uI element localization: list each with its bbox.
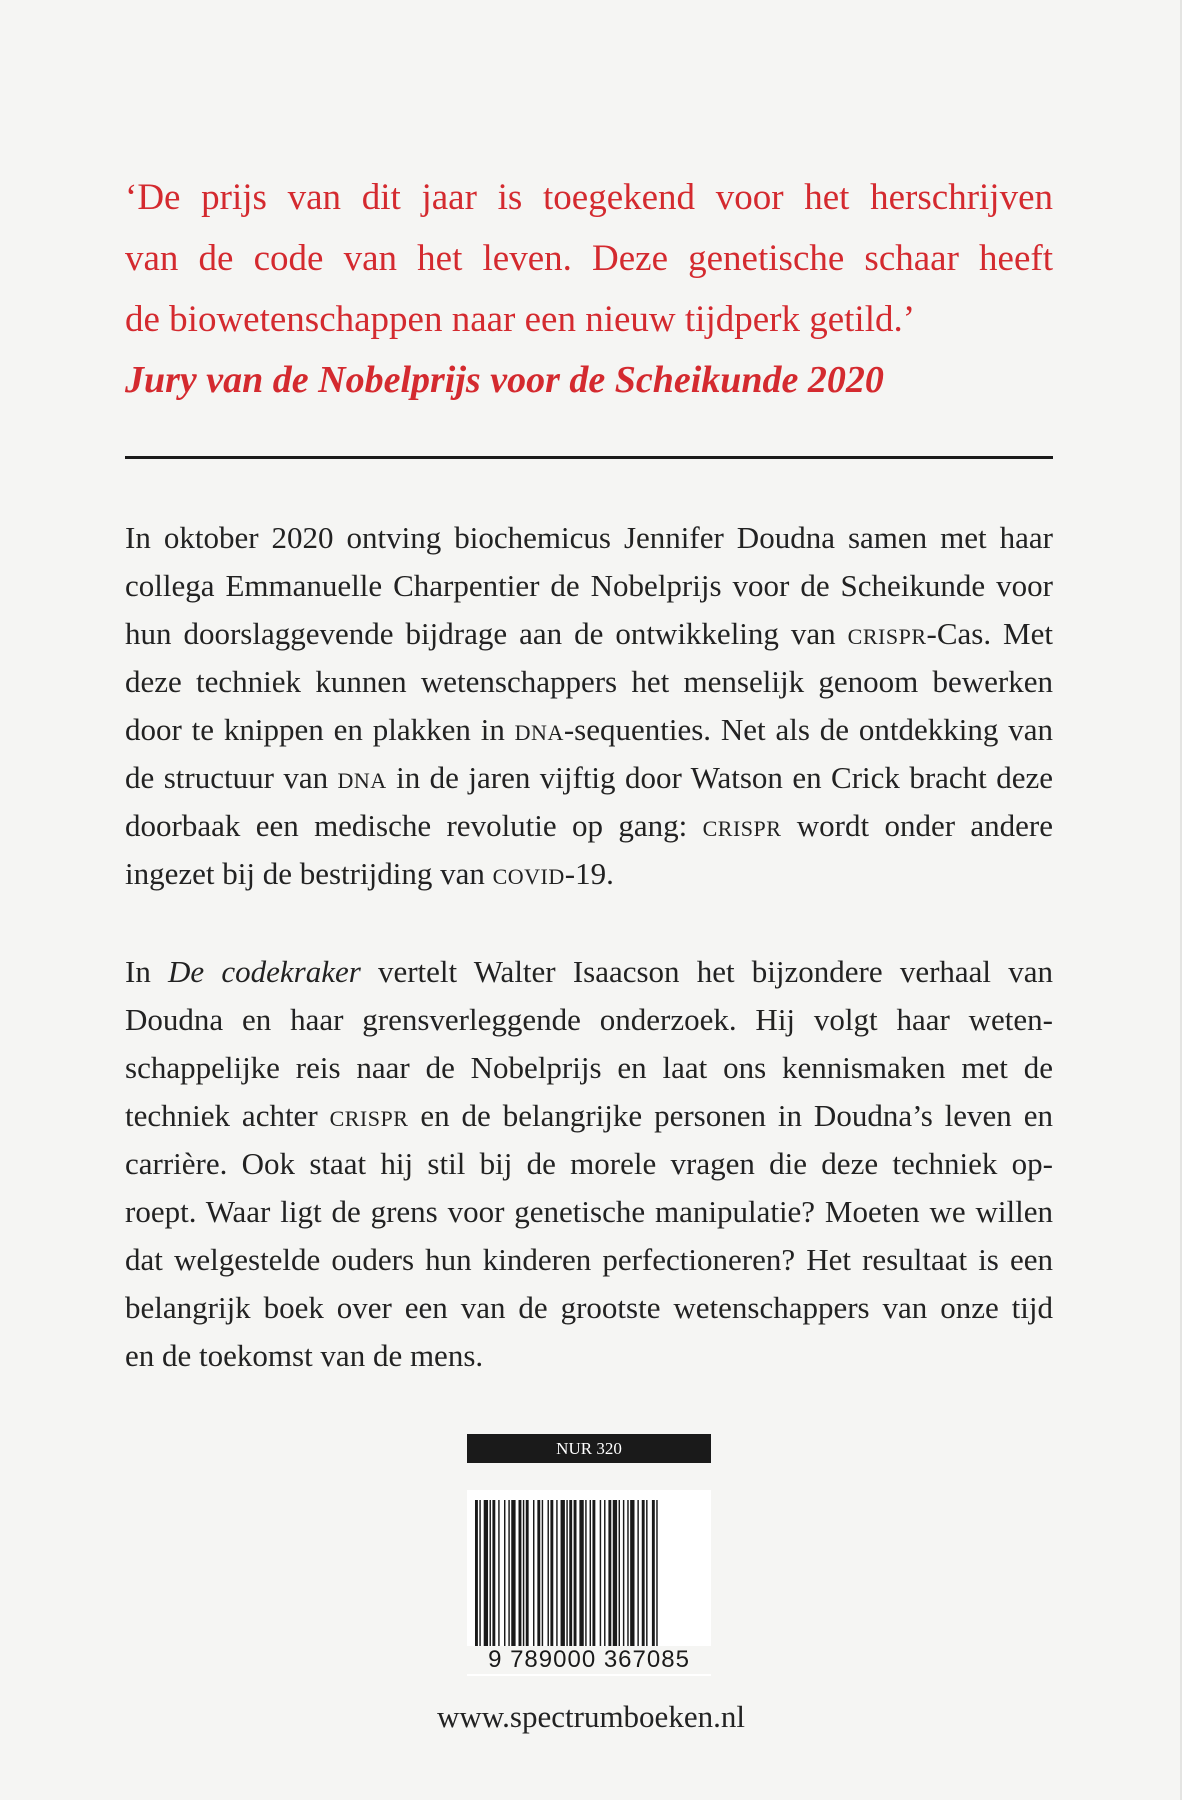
abbreviation-dna: dna bbox=[337, 760, 387, 795]
text-line: schappelijke reis naar de Nobelprijs en laat ons kennismaken met de bbox=[125, 1050, 1053, 1085]
barcode-bar bbox=[475, 1500, 478, 1650]
quote-line: de biowetenschappen naar een nieuw tijdperk getild.’ bbox=[125, 299, 916, 340]
text-line bbox=[125, 1092, 1053, 1140]
abbreviation-covid: covid bbox=[492, 856, 565, 891]
barcode-bar bbox=[492, 1500, 495, 1650]
barcode-bar bbox=[533, 1500, 534, 1650]
text-line bbox=[125, 754, 1053, 802]
abbreviation-dna: dna bbox=[514, 712, 564, 747]
text-run: -sequenties. Net als de ontdekking van bbox=[563, 712, 1053, 747]
text-run: -Cas. Met bbox=[926, 616, 1053, 651]
text-line: deze techniek kunnen wetenschappers het menselijk genoom bewerken bbox=[125, 664, 1053, 699]
barcode-bar bbox=[619, 1500, 620, 1650]
barcode-bar bbox=[561, 1500, 565, 1650]
barcode-bar bbox=[484, 1500, 488, 1650]
text-run: -19. bbox=[564, 856, 614, 891]
barcode-bar bbox=[656, 1500, 657, 1650]
text-run: doorbaak een medische revolutie op gang: bbox=[125, 808, 703, 843]
barcode-bar bbox=[652, 1500, 655, 1650]
barcode-bar bbox=[592, 1500, 595, 1650]
barcode-bar bbox=[511, 1500, 515, 1650]
barcode-bar bbox=[550, 1500, 553, 1650]
barcode-bar bbox=[646, 1500, 647, 1650]
nobel-quote bbox=[125, 167, 1053, 350]
barcode-bar bbox=[508, 1500, 509, 1650]
barcode-bar bbox=[537, 1500, 540, 1650]
barcode-bar bbox=[590, 1500, 591, 1650]
text-line: Doudna en haar grensverleggende onderzoek. Hij volgt haar weten- bbox=[125, 1002, 1053, 1037]
barcode-bar bbox=[637, 1500, 638, 1650]
text-line: carrière. Ook staat hij stil bij de morele vragen die deze techniek op- bbox=[125, 1146, 1053, 1181]
text-run: wordt onder andere bbox=[781, 808, 1054, 843]
isbn-number: 9 789000 367085 bbox=[467, 1646, 711, 1674]
barcode-bar bbox=[556, 1500, 557, 1650]
text-line: In oktober 2020 ontving biochemicus Jennifer Doudna samen met haar bbox=[125, 520, 1053, 555]
barcode-bar bbox=[642, 1500, 645, 1650]
barcode-bar bbox=[623, 1500, 624, 1650]
publisher-website: www.spectrumboeken.nl bbox=[437, 1699, 745, 1734]
text-line: dat welgestelde ouders hun kinderen perfectioneren? Het resultaat is een bbox=[125, 1242, 1053, 1277]
quote-attribution: Jury van de Nobelprijs voor de Scheikunde 2020 bbox=[125, 359, 884, 401]
text-line bbox=[125, 706, 1053, 754]
barcode-bar bbox=[574, 1500, 577, 1650]
barcode-bar bbox=[585, 1500, 586, 1650]
book-title: De codekraker bbox=[168, 954, 361, 989]
barcode-bar bbox=[498, 1500, 499, 1650]
barcode-bar bbox=[542, 1500, 543, 1650]
barcode-bar bbox=[519, 1500, 522, 1650]
barcode-bar bbox=[566, 1500, 567, 1650]
barcode-bar bbox=[613, 1500, 617, 1650]
text-run: hun doorslaggevende bijdrage aan de ontwikkeling van bbox=[125, 616, 848, 651]
barcode-bar bbox=[523, 1500, 524, 1650]
text-run: vertelt Walter Isaacson het bijzondere verhaal van bbox=[360, 954, 1053, 989]
text-line: belangrijk boek over een van de grootste wetenschappers van onze tijd bbox=[125, 1290, 1053, 1325]
text-run: ingezet bij de bestrijding van bbox=[125, 856, 493, 891]
barcode-bar bbox=[504, 1500, 505, 1650]
description-paragraph-1 bbox=[125, 514, 1053, 898]
text-line: en de toekomst van de mens. bbox=[125, 1338, 484, 1373]
abbreviation-crispr: crispr bbox=[329, 1098, 409, 1133]
text-line bbox=[125, 850, 1053, 898]
text-run: door te knippen en plakken in bbox=[125, 712, 515, 747]
text-line: roept. Waar ligt de grens voor genetische manipulatie? Moeten we willen bbox=[125, 1194, 1053, 1229]
barcode-bar bbox=[490, 1500, 491, 1650]
text-run: techniek achter bbox=[125, 1098, 330, 1133]
text-run: In bbox=[125, 954, 169, 989]
barcode-bar bbox=[630, 1500, 634, 1650]
text-line bbox=[125, 802, 1053, 850]
quote-line: van de code van het leven. Deze genetische schaar heeft bbox=[125, 238, 1053, 279]
text-run: de structuur van bbox=[125, 760, 338, 795]
text-line bbox=[125, 610, 1053, 658]
description-paragraph-2 bbox=[125, 948, 1053, 1380]
barcode-bar bbox=[604, 1500, 605, 1650]
barcode-bar bbox=[627, 1500, 628, 1650]
divider-rule bbox=[125, 456, 1053, 459]
text-run: en de belangrijke personen in Doudna’s leven en bbox=[408, 1098, 1053, 1133]
nur-code-label: NUR 320 bbox=[467, 1434, 711, 1463]
barcode-bar bbox=[600, 1500, 601, 1650]
barcode-bar bbox=[579, 1500, 583, 1650]
quote-line: ‘De prijs van dit jaar is toegekend voor het herschrijven bbox=[125, 177, 1053, 218]
abbreviation-crispr: crispr bbox=[847, 616, 927, 651]
barcode-bar bbox=[569, 1500, 572, 1650]
barcode-bar bbox=[608, 1500, 611, 1650]
text-line: collega Emmanuelle Charpentier de Nobelprijs voor de Scheikunde voor bbox=[125, 568, 1053, 603]
text-run: in de jaren vijftig door Watson en Crick bracht deze bbox=[386, 760, 1053, 795]
barcode-bar bbox=[479, 1500, 480, 1650]
barcode-bar bbox=[548, 1500, 549, 1650]
abbreviation-crispr: crispr bbox=[702, 808, 782, 843]
text-line bbox=[125, 948, 1053, 996]
barcode-bar bbox=[526, 1500, 529, 1650]
